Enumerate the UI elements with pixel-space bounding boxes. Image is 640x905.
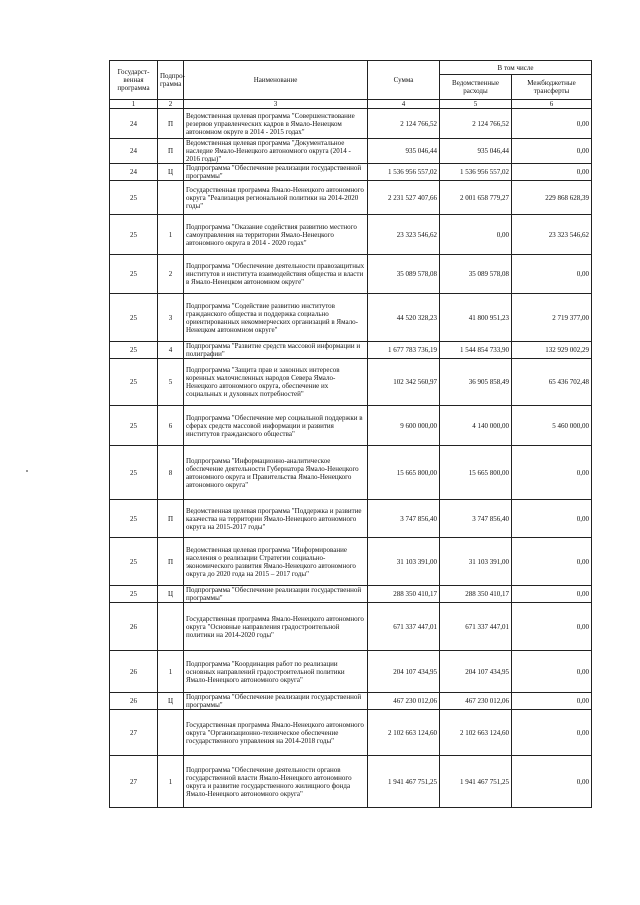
sum-cell: 1 677 783 736,19	[368, 342, 440, 359]
header-subprogram: Подпро-грамма	[158, 61, 184, 100]
transfers-cell: 0,00	[512, 710, 592, 756]
program-code-cell: 25	[110, 255, 158, 294]
subprogram-code-cell: П	[158, 109, 184, 139]
program-code-cell: 25	[110, 294, 158, 342]
departmental-cell: 35 089 578,08	[440, 255, 512, 294]
table-row	[110, 446, 592, 500]
transfers-cell: 0,00	[512, 446, 592, 500]
column-number: 5	[440, 100, 512, 109]
program-code-cell: 25	[110, 406, 158, 446]
sum-cell: 204 107 434,95	[368, 651, 440, 693]
program-name-cell: Ведомственная целевая программа "Информирование населения о реализации Стратегии социально-экономического развития Ямало-Ненецкого автономного округа до 2020 года на 2015 – 2017 годы"	[184, 538, 368, 586]
header-program: Государст-венная программа	[110, 61, 158, 100]
departmental-cell: 3 747 856,40	[440, 500, 512, 538]
header-including: В том числе	[440, 61, 592, 75]
program-name-cell: Подпрограмма "Обеспечение реализации государственной программы"	[184, 164, 368, 181]
sum-cell: 23 323 546,62	[368, 215, 440, 255]
departmental-cell: 467 230 012,06	[440, 693, 512, 710]
departmental-cell: 671 337 447,01	[440, 603, 512, 651]
program-name-cell: Ведомственная целевая программа "Документальное наследие Ямало-Ненецкого автономного округа (2014 - 2016 годы)"	[184, 139, 368, 164]
header-transfers: Межбюджетные трансферты	[512, 75, 592, 100]
program-name-cell: Подпрограмма "Координация работ по реализации основных направлений градостроительной политики Ямало-Ненецкого автономного округа"	[184, 651, 368, 693]
departmental-cell: 2 124 766,52	[440, 109, 512, 139]
subprogram-code-cell: 8	[158, 446, 184, 500]
program-code-cell: 25	[110, 342, 158, 359]
program-code-cell: 25	[110, 500, 158, 538]
transfers-cell: 0,00	[512, 255, 592, 294]
table-row	[110, 538, 592, 586]
transfers-cell: 0,00	[512, 693, 592, 710]
sum-cell: 467 230 012,06	[368, 693, 440, 710]
subprogram-code-cell: П	[158, 139, 184, 164]
program-code-cell: 27	[110, 756, 158, 808]
program-name-cell: Подпрограмма "Защита прав и законных интересов коренных малочисленных народов Севера Ямало-Ненецкого автономного округа, обеспечение их социальных и духовных потребностей"	[184, 359, 368, 406]
sum-cell: 3 747 856,40	[368, 500, 440, 538]
column-number: 4	[368, 100, 440, 109]
departmental-cell: 31 103 391,00	[440, 538, 512, 586]
table-row	[110, 756, 592, 808]
transfers-cell: 0,00	[512, 538, 592, 586]
scan-speck	[26, 470, 28, 472]
transfers-cell: 0,00	[512, 109, 592, 139]
table-row	[110, 215, 592, 255]
sum-cell: 9 600 000,00	[368, 406, 440, 446]
sum-cell: 1 941 467 751,25	[368, 756, 440, 808]
departmental-cell: 288 350 410,17	[440, 586, 512, 603]
table-row	[110, 181, 592, 215]
table-row	[110, 406, 592, 446]
sum-cell: 2 102 663 124,60	[368, 710, 440, 756]
program-name-cell: Подпрограмма "Содействие развитию институтов гражданского общества и поддержка социально ориентированных некоммерческих организаций в Ямало-Ненецком автономном округе"	[184, 294, 368, 342]
transfers-cell: 0,00	[512, 603, 592, 651]
program-code-cell: 25	[110, 181, 158, 215]
subprogram-code-cell: 1	[158, 756, 184, 808]
subprogram-code-cell: П	[158, 538, 184, 586]
departmental-cell: 0,00	[440, 215, 512, 255]
program-code-cell: 25	[110, 359, 158, 406]
transfers-cell: 0,00	[512, 139, 592, 164]
sum-cell: 31 103 391,00	[368, 538, 440, 586]
table-row	[110, 359, 592, 406]
subprogram-code-cell: 1	[158, 651, 184, 693]
transfers-cell: 2 719 377,00	[512, 294, 592, 342]
departmental-cell: 4 140 000,00	[440, 406, 512, 446]
program-name-cell: Подпрограмма "Обеспечение реализации государственной программы"	[184, 586, 368, 603]
departmental-cell: 204 107 434,95	[440, 651, 512, 693]
departmental-cell: 1 941 467 751,25	[440, 756, 512, 808]
departmental-cell: 15 665 800,00	[440, 446, 512, 500]
subprogram-code-cell: Ц	[158, 693, 184, 710]
header-sum: Сумма	[368, 61, 440, 100]
sum-cell: 288 350 410,17	[368, 586, 440, 603]
program-code-cell: 27	[110, 710, 158, 756]
program-name-cell: Подпрограмма "Обеспечение реализации государственной программы"	[184, 693, 368, 710]
departmental-cell: 1 536 956 557,02	[440, 164, 512, 181]
table-row	[110, 693, 592, 710]
table-row	[110, 651, 592, 693]
table-row	[110, 164, 592, 181]
transfers-cell: 0,00	[512, 500, 592, 538]
subprogram-code-cell: Ц	[158, 586, 184, 603]
subprogram-code-cell: 6	[158, 406, 184, 446]
departmental-cell: 41 800 951,23	[440, 294, 512, 342]
header-departmental: Ведомственные расходы	[440, 75, 512, 100]
sum-cell: 102 342 560,97	[368, 359, 440, 406]
program-name-cell: Подпрограмма "Оказание содействия развитию местного самоуправления на территории Ямало-Ненецкого автономного округа в 2014 - 2020 годах"	[184, 215, 368, 255]
program-name-cell: Подпрограмма "Обеспечение мер социальной поддержки в сферах средств массовой информации и развития институтов гражданского общества"	[184, 406, 368, 446]
program-name-cell: Подпрограмма "Обеспечение деятельности правозащитных институтов и института взаимодействия общества и власти в Ямало-Ненецком автономном округе"	[184, 255, 368, 294]
program-code-cell: 25	[110, 586, 158, 603]
subprogram-code-cell: 2	[158, 255, 184, 294]
subprogram-code-cell	[158, 181, 184, 215]
subprogram-code-cell	[158, 603, 184, 651]
budget-table	[109, 60, 592, 808]
transfers-cell: 23 323 546,62	[512, 215, 592, 255]
transfers-cell: 229 868 628,39	[512, 181, 592, 215]
subprogram-code-cell: 5	[158, 359, 184, 406]
column-number: 3	[184, 100, 368, 109]
transfers-cell: 132 929 002,29	[512, 342, 592, 359]
program-code-cell: 24	[110, 139, 158, 164]
table-row	[110, 109, 592, 139]
subprogram-code-cell: Ц	[158, 164, 184, 181]
transfers-cell: 0,00	[512, 586, 592, 603]
table-row	[110, 342, 592, 359]
table-row	[110, 139, 592, 164]
sum-cell: 2 124 766,52	[368, 109, 440, 139]
program-name-cell: Ведомственная целевая программа "Совершенствование резервов управленческих кадров в Ямало-Ненецком автономном округе в 2014 - 2015 годах"	[184, 109, 368, 139]
subprogram-code-cell: 4	[158, 342, 184, 359]
transfers-cell: 0,00	[512, 651, 592, 693]
departmental-cell: 36 905 858,49	[440, 359, 512, 406]
program-code-cell: 25	[110, 446, 158, 500]
departmental-cell: 1 544 854 733,90	[440, 342, 512, 359]
table-row	[110, 294, 592, 342]
sum-cell: 2 231 527 407,66	[368, 181, 440, 215]
program-name-cell: Подпрограмма "Информационно-аналитическое обеспечение деятельности Губернатора Ямало-Ненецкого автономного округа и Правительства Ямало-Ненецкого автономного округа"	[184, 446, 368, 500]
header-name: Наименование	[184, 61, 368, 100]
program-name-cell: Государственная программа Ямало-Ненецкого автономного округа "Основные направления градостроительной политики на 2014-2020 годы"	[184, 603, 368, 651]
program-name-cell: Подпрограмма "Обеспечение деятельности органов государственной власти Ямало-Ненецкого автономного округа и развитие государственного жилищного фонда Ямало-Ненецкого автономного округа"	[184, 756, 368, 808]
program-code-cell: 26	[110, 603, 158, 651]
departmental-cell: 2 102 663 124,60	[440, 710, 512, 756]
program-name-cell: Подпрограмма "Развитие средств массовой информации и полиграфии"	[184, 342, 368, 359]
column-number-row	[110, 100, 592, 109]
program-code-cell: 24	[110, 109, 158, 139]
program-code-cell: 24	[110, 164, 158, 181]
program-name-cell: Государственная программа Ямало-Ненецкого автономного округа "Реализация региональной политики на 2014-2020 годы"	[184, 181, 368, 215]
program-code-cell: 26	[110, 651, 158, 693]
departmental-cell: 935 046,44	[440, 139, 512, 164]
table-row	[110, 603, 592, 651]
subprogram-code-cell	[158, 710, 184, 756]
subprogram-code-cell: 1	[158, 215, 184, 255]
subprogram-code-cell: П	[158, 500, 184, 538]
sum-cell: 35 089 578,08	[368, 255, 440, 294]
sum-cell: 44 520 328,23	[368, 294, 440, 342]
table-row	[110, 710, 592, 756]
sum-cell: 15 665 800,00	[368, 446, 440, 500]
sum-cell: 935 046,44	[368, 139, 440, 164]
transfers-cell: 0,00	[512, 756, 592, 808]
table-row	[110, 586, 592, 603]
program-name-cell: Государственная программа Ямало-Ненецкого автономного округа "Организационно-техническое обеспечение государственного управления на 2014-2018 годы"	[184, 710, 368, 756]
program-name-cell: Ведомственная целевая программа "Поддержка и развитие казачества на территории Ямало-Ненецкого автономного округа на 2015-2017 годы"	[184, 500, 368, 538]
table-row	[110, 500, 592, 538]
sum-cell: 671 337 447,01	[368, 603, 440, 651]
column-number: 1	[110, 100, 158, 109]
sum-cell: 1 536 956 557,02	[368, 164, 440, 181]
transfers-cell: 65 436 702,48	[512, 359, 592, 406]
program-code-cell: 26	[110, 693, 158, 710]
departmental-cell: 2 001 658 779,27	[440, 181, 512, 215]
transfers-cell: 5 460 000,00	[512, 406, 592, 446]
table-body	[110, 109, 592, 808]
column-number: 6	[512, 100, 592, 109]
transfers-cell: 0,00	[512, 164, 592, 181]
program-code-cell: 25	[110, 538, 158, 586]
subprogram-code-cell: 3	[158, 294, 184, 342]
program-code-cell: 25	[110, 215, 158, 255]
table-row	[110, 255, 592, 294]
column-number: 2	[158, 100, 184, 109]
